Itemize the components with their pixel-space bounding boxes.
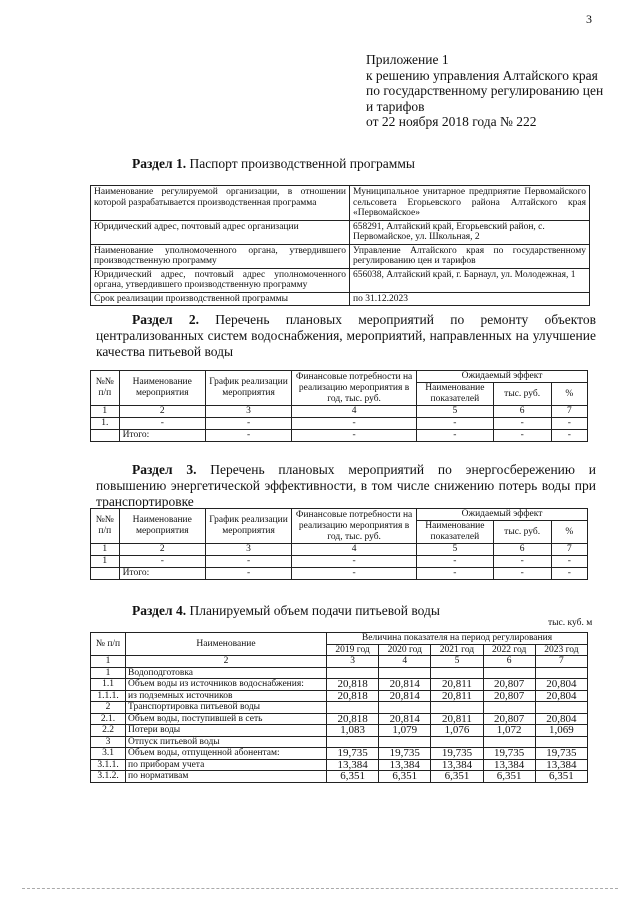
passport-label: Юридический адрес, почтовый адрес уполномоченного органа, утвердившего производственную программу	[91, 268, 350, 292]
table-row	[91, 292, 590, 306]
row-value: 6,351	[431, 771, 483, 783]
table-row	[91, 667, 588, 679]
table-cell: -	[119, 418, 205, 430]
appendix-line: Приложение 1	[366, 52, 449, 67]
table-cell: 3	[205, 406, 291, 418]
row-value: 13,384	[379, 759, 431, 771]
table-cell: -	[417, 418, 494, 430]
column-numbers-row	[91, 544, 588, 556]
row-value	[379, 667, 431, 679]
table-cell: -	[292, 430, 417, 442]
col-header-year: 2019 год	[327, 644, 379, 656]
col-header-finance: Финансовые потребности на реализацию мероприятия в год, тыс. руб.	[292, 371, 417, 406]
table-row	[91, 736, 588, 748]
table-cell: -	[119, 556, 205, 568]
measures-repair-table	[90, 370, 588, 442]
table-cell: 7	[551, 406, 587, 418]
row-name: Объем воды, отпущенной абонентам:	[126, 748, 327, 760]
table-cell: 5	[417, 406, 494, 418]
table-cell	[91, 430, 120, 442]
col-header-effect: Ожидаемый эффект	[417, 371, 588, 383]
water-supply-rows	[91, 667, 588, 782]
passport-label: Срок реализации производственной программы	[91, 292, 350, 306]
row-value: 20,804	[535, 690, 587, 702]
table-row	[91, 690, 588, 702]
appendix-line: по государственному регулированию цен	[366, 83, 604, 98]
table-cell: 6	[493, 544, 551, 556]
row-value: 20,818	[327, 679, 379, 691]
passport-label: Юридический адрес, почтовый адрес организации	[91, 220, 350, 244]
row-name: Потери воды	[126, 725, 327, 737]
row-number: 1	[91, 667, 126, 679]
row-value: 6,351	[379, 771, 431, 783]
table-cell: -	[551, 556, 587, 568]
table-row	[91, 771, 588, 783]
row-value: 20,807	[483, 679, 535, 691]
row-value	[431, 702, 483, 714]
passport-value: по 31.12.2023	[350, 292, 590, 306]
section1-prefix: Раздел 1.	[132, 156, 187, 171]
col-header-num: № п/п	[91, 633, 126, 656]
col-header-period: Величина показателя на период регулирования	[327, 633, 588, 645]
row-value: 20,811	[431, 690, 483, 702]
table-row	[91, 702, 588, 714]
col-header-thousand: тыс. руб.	[493, 521, 551, 544]
passport-value: Муниципальное унитарное предприятие Первомайского сельсовета Егорьевского района Алтайского края «Первомайское»	[350, 186, 590, 221]
table-row	[91, 418, 588, 430]
row-number: 3.1.1.	[91, 759, 126, 771]
table-cell: -	[292, 556, 417, 568]
table-cell: 4	[292, 544, 417, 556]
row-number: 2.1.	[91, 713, 126, 725]
total-row	[91, 568, 588, 580]
table-cell: 6	[493, 406, 551, 418]
row-value: 19,735	[431, 748, 483, 760]
row-value: 13,384	[431, 759, 483, 771]
table-cell: -	[551, 568, 587, 580]
row-name: Отпуск питьевой воды	[126, 736, 327, 748]
section4-title-text: Планируемый объем подачи питьевой воды	[189, 603, 440, 618]
total-label: Итого:	[119, 430, 205, 442]
table-cell: 5	[417, 544, 494, 556]
total-row	[91, 430, 588, 442]
row-value: 1,083	[327, 725, 379, 737]
table-row	[91, 220, 590, 244]
col-header-num: №№ п/п	[91, 509, 120, 544]
table-cell: -	[205, 418, 291, 430]
col-header-num: №№ п/п	[91, 371, 120, 406]
col-header-name: Наименование мероприятия	[119, 509, 205, 544]
section3-title	[96, 462, 596, 510]
row-value: 20,814	[379, 679, 431, 691]
row-number: 1.1.1.	[91, 690, 126, 702]
table-cell: 2	[126, 656, 327, 668]
passport-table	[90, 185, 590, 306]
table-row	[91, 244, 590, 268]
table-header-row	[91, 371, 588, 383]
row-value	[535, 736, 587, 748]
table-row	[91, 556, 588, 568]
row-number: 3.1	[91, 748, 126, 760]
table-cell: -	[551, 418, 587, 430]
table-cell: 1	[91, 656, 126, 668]
row-value: 6,351	[535, 771, 587, 783]
row-value: 13,384	[535, 759, 587, 771]
table-cell: 4	[379, 656, 431, 668]
row-value: 19,735	[483, 748, 535, 760]
row-value: 20,814	[379, 690, 431, 702]
row-value: 19,735	[535, 748, 587, 760]
row-name: Водоподготовка	[126, 667, 327, 679]
table-cell: -	[551, 430, 587, 442]
table-cell: 7	[551, 544, 587, 556]
col-header-finance: Финансовые потребности на реализацию мероприятия в год, тыс. руб.	[292, 509, 417, 544]
passport-value: 658291, Алтайский край, Егорьевский район, с. Первомайское, ул. Школьная, 2	[350, 220, 590, 244]
table-cell: -	[493, 430, 551, 442]
table-cell: -	[417, 568, 494, 580]
table-cell: 1	[91, 544, 120, 556]
page-bottom-divider	[22, 888, 618, 889]
row-value: 6,351	[483, 771, 535, 783]
section4-prefix: Раздел 4.	[132, 603, 187, 618]
table-cell: -	[493, 418, 551, 430]
row-value	[379, 736, 431, 748]
table-row	[91, 725, 588, 737]
row-value: 20,807	[483, 713, 535, 725]
row-value	[483, 667, 535, 679]
column-numbers-row	[91, 406, 588, 418]
row-value	[431, 736, 483, 748]
section3-prefix: Раздел 3.	[132, 462, 197, 477]
col-header-effect: Ожидаемый эффект	[417, 509, 588, 521]
row-value: 19,735	[327, 748, 379, 760]
table-cell: 7	[535, 656, 587, 668]
row-value	[327, 736, 379, 748]
row-value: 1,072	[483, 725, 535, 737]
row-number: 2.2	[91, 725, 126, 737]
row-value: 20,818	[327, 713, 379, 725]
row-name: по нормативам	[126, 771, 327, 783]
section4-title	[132, 603, 440, 619]
table-cell: 2	[119, 406, 205, 418]
row-value: 19,735	[379, 748, 431, 760]
row-name: по приборам учета	[126, 759, 327, 771]
row-value	[327, 702, 379, 714]
col-header-year: 2023 год	[535, 644, 587, 656]
table-row	[91, 186, 590, 221]
col-header-thousand: тыс. руб.	[493, 383, 551, 406]
col-header-indicator: Наименование показателей	[417, 383, 494, 406]
row-value: 1,079	[379, 725, 431, 737]
section3-title-text: Перечень плановых мероприятий по энергосбережению и повышению энергетической эффективности, в том числе снижению потерь воды при транспортировке	[96, 462, 596, 509]
table-row	[91, 679, 588, 691]
row-name: Транспортировка питьевой воды	[126, 702, 327, 714]
row-value	[431, 667, 483, 679]
table-row	[91, 713, 588, 725]
col-header-name: Наименование	[126, 633, 327, 656]
table-cell: 6	[483, 656, 535, 668]
page-number: 3	[586, 12, 592, 26]
col-header-year: 2022 год	[483, 644, 535, 656]
table-cell: 1	[91, 556, 120, 568]
row-value: 1,069	[535, 725, 587, 737]
row-value: 20,804	[535, 713, 587, 725]
table-cell: 1.	[91, 418, 120, 430]
table-cell: 1	[91, 406, 120, 418]
table-cell: -	[205, 568, 291, 580]
table-cell: 4	[292, 406, 417, 418]
appendix-line: от 22 ноября 2018 года № 222	[366, 114, 537, 129]
appendix-line: и тарифов	[366, 98, 425, 114]
table-header-row	[91, 509, 588, 521]
row-number: 3	[91, 736, 126, 748]
row-value	[535, 702, 587, 714]
row-name: из подземных источников	[126, 690, 327, 702]
table-cell: -	[205, 430, 291, 442]
table-cell: 3	[205, 544, 291, 556]
water-supply-table	[90, 632, 588, 783]
unit-label: тыс. куб. м	[548, 618, 593, 628]
row-value: 20,807	[483, 690, 535, 702]
table-cell: 5	[431, 656, 483, 668]
col-header-schedule: График реализации мероприятия	[205, 509, 291, 544]
appendix-line: к решению управления Алтайского края	[366, 67, 598, 83]
row-value	[379, 702, 431, 714]
col-header-name: Наименование мероприятия	[119, 371, 205, 406]
total-label: Итого:	[119, 568, 205, 580]
measures-energy-table	[90, 508, 588, 580]
col-header-percent: %	[551, 521, 587, 544]
row-value: 20,811	[431, 713, 483, 725]
passport-value: 656038, Алтайский край, г. Барнаул, ул. Молодежная, 1	[350, 268, 590, 292]
row-name: Объем воды из источников водоснабжения:	[126, 679, 327, 691]
table-cell: -	[493, 556, 551, 568]
row-name: Объем воды, поступившей в сеть	[126, 713, 327, 725]
section1-title-text: Паспорт производственной программы	[189, 156, 415, 171]
row-value: 1,076	[431, 725, 483, 737]
row-value: 20,814	[379, 713, 431, 725]
col-header-year: 2020 год	[379, 644, 431, 656]
appendix-header	[366, 52, 606, 130]
table-cell: -	[417, 556, 494, 568]
table-row	[91, 748, 588, 760]
table-header-row	[91, 633, 588, 645]
row-value	[327, 667, 379, 679]
row-value	[483, 736, 535, 748]
column-numbers-row	[91, 656, 588, 668]
row-value: 20,811	[431, 679, 483, 691]
col-header-percent: %	[551, 383, 587, 406]
table-cell: 3	[327, 656, 379, 668]
table-cell	[91, 568, 120, 580]
table-cell: -	[292, 418, 417, 430]
row-number: 1.1	[91, 679, 126, 691]
table-row	[91, 268, 590, 292]
col-header-indicator: Наименование показателей	[417, 521, 494, 544]
table-cell: 2	[119, 544, 205, 556]
col-header-year: 2021 год	[431, 644, 483, 656]
row-value: 20,818	[327, 690, 379, 702]
passport-label: Наименование уполномоченного органа, утвердившего производственную программу	[91, 244, 350, 268]
table-cell: -	[292, 568, 417, 580]
row-value: 13,384	[327, 759, 379, 771]
section1-title	[132, 156, 415, 172]
row-value: 13,384	[483, 759, 535, 771]
table-cell: -	[493, 568, 551, 580]
passport-label: Наименование регулируемой организации, в отношении которой разрабатывается производственная программа	[91, 186, 350, 221]
table-row	[91, 759, 588, 771]
table-cell: -	[417, 430, 494, 442]
row-number: 2	[91, 702, 126, 714]
row-value: 6,351	[327, 771, 379, 783]
row-value	[483, 702, 535, 714]
section2-title	[96, 312, 596, 360]
section2-prefix: Раздел 2.	[132, 312, 199, 327]
passport-value: Управление Алтайского края по государственному регулированию цен и тарифов	[350, 244, 590, 268]
col-header-schedule: График реализации мероприятия	[205, 371, 291, 406]
row-value	[535, 667, 587, 679]
table-cell: -	[205, 556, 291, 568]
section2-title-text: Перечень плановых мероприятий по ремонту объектов централизованных систем водоснабжения, мероприятий, направленных на улучшение качества питьевой воды	[96, 312, 597, 359]
row-number: 3.1.2.	[91, 771, 126, 783]
row-value: 20,804	[535, 679, 587, 691]
